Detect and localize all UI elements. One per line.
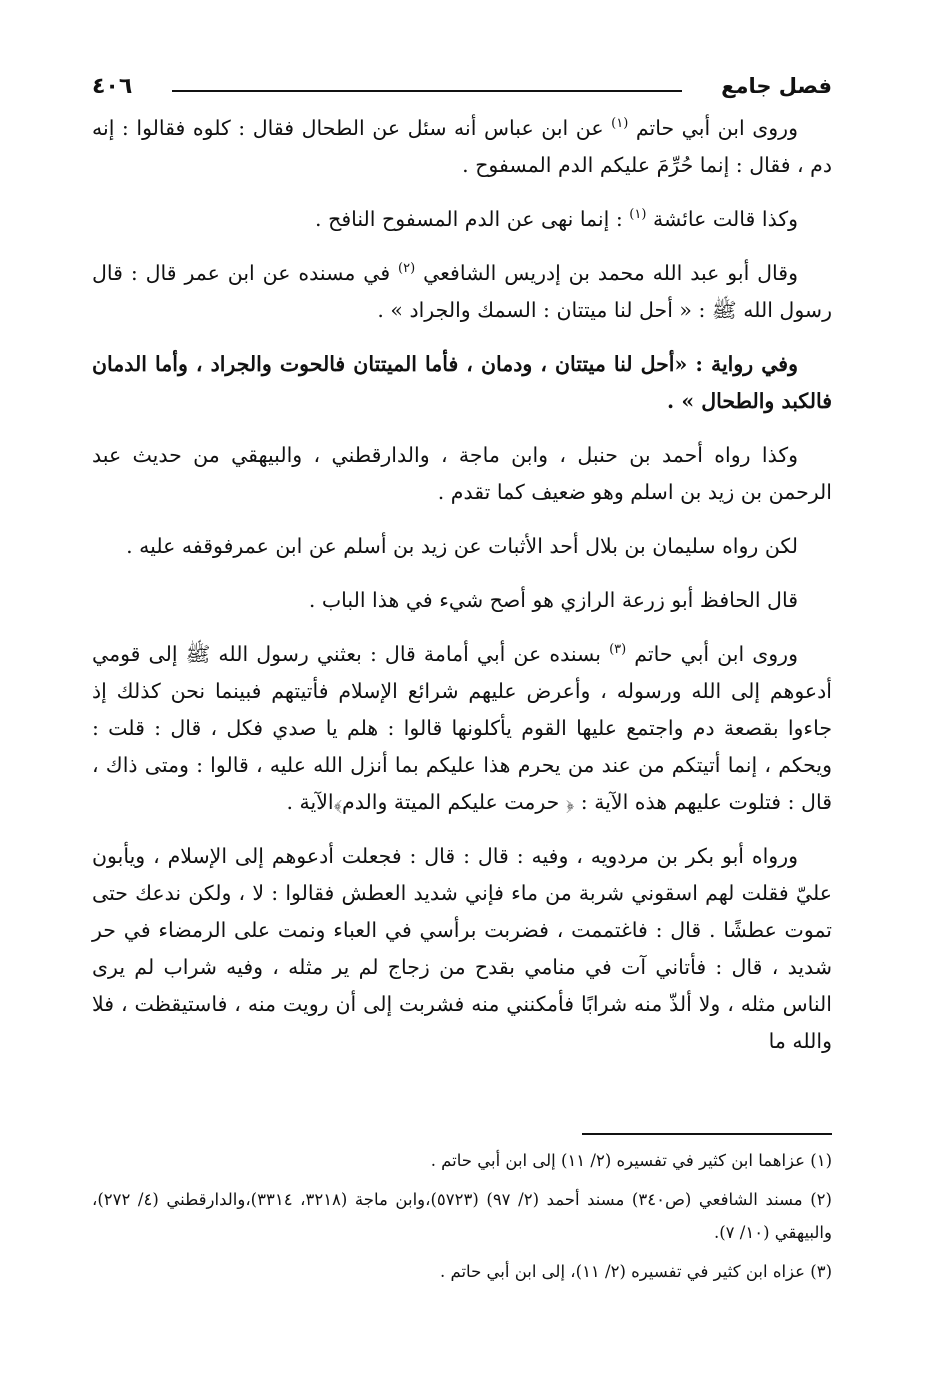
paragraph-3-lead: وقال أبو عبد الله محمد بن إدريس الشافعي: [423, 261, 799, 285]
footnote-3: (٣) عزاه ابن كثير في تفسيره (٢/ ١١)، إلى ابن أبي حاتم .: [439, 1262, 832, 1281]
footnote-ref-3: (٣): [609, 642, 627, 658]
paragraph-2: [92, 201, 832, 238]
paragraph-1-text: عن ابن عباس أنه سئل عن الطحال فقال : كلوه فقالوا : إنه دم ، فقال : إنما حُرِّمَ عليكم الدم المسفوح .: [92, 116, 832, 177]
paragraph-3-text: في مسنده عن ابن عمر قال : قال رسول الله ﷺ : « أحل لنا ميتتان : السمك والجراد » .: [92, 261, 832, 322]
footnotes: [92, 1144, 832, 1294]
footnote-2: (٢) مسند الشافعي (ص٣٤٠) مسند أحمد (٢/ ٩٧) (٥٧٢٣)،وابن ماجة (٣٢١٨، ٣٣١٤)،والدارقطني (٤/ ٢٧٢)، والبيهقي (١٠/ ٧).: [92, 1190, 832, 1242]
footnote-ref-1: (١): [611, 116, 629, 132]
paragraph-2-lead: وكذا قالت عائشة: [652, 207, 798, 231]
footnote-separator: [582, 1133, 832, 1135]
footnote-ref-2: (٢): [398, 261, 416, 277]
chapter-title: فصل جامع: [721, 74, 832, 98]
paragraph-7: قال الحافظ أبو زرعة الرازي هو أصح شيء في هذا الباب .: [308, 588, 798, 612]
page-number: ٤٠٦: [92, 74, 133, 99]
footnote-1: (١) عزاهما ابن كثير في تفسيره (٢/ ١١) إلى ابن أبي حاتم .: [430, 1151, 832, 1170]
paragraph-8-lead: وروى ابن أبي حاتم: [634, 642, 798, 666]
paragraph-9: ورواه أبو بكر بن مردويه ، وفيه : قال : قال : فجعلت أدعوهم إلى الإسلام ، ويأبون عليّ فقلت لهم اسقوني شربة من ماء فإني شديد العطش فقالوا : لا ، ولكن ندعك حتى تموت عطشًا . قال : فاغتممت ، فضربت برأسي في العباء ونمت على الرمضاء في حر شديد ، قال : فأتاني آت في منامي بقدح من زجاج لم ير مثله ، وفيه شراب لم يرى الناس مثله ، ولا ألذّ منه شرابًا فأمكنني منه فشربت إلى أن رويت منه ، فاستيقظت ، فلا والله ما: [92, 844, 832, 1053]
header-rule: [172, 90, 682, 92]
paragraph-5: وكذا رواه أحمد بن حنبل ، وابن ماجة ، والدارقطني ، والبيهقي من حديث عبد الرحمن بن زيد بن اسلم وهو ضعيف كما تقدم .: [92, 443, 832, 504]
paragraph-1: [92, 110, 832, 184]
paragraph-2-text: : إنما نهى عن الدم المسفوح النافح .: [315, 207, 623, 231]
main-text: [92, 110, 832, 1060]
paragraph-3: [92, 255, 832, 329]
paragraph-8: [92, 636, 832, 821]
footnote-ref-1b: (١): [629, 207, 647, 223]
paragraph-4: وفي رواية : «أحل لنا ميتتان ، ودمان ، فأما الميتتان فالحوت والجراد ، وأما الدمان فالكبد والطحال » .: [92, 352, 832, 413]
paragraph-6: لكن رواه سليمان بن بلال أحد الأثبات عن زيد بن أسلم عن ابن عمرفوقفه عليه .: [126, 534, 798, 558]
paragraph-8-text: بسنده عن أبي أمامة قال : بعثني رسول الله ﷺ إلى قومي أدعوهم إلى الله ورسوله ، وأعرض عليهم شرائع الإسلام فأتيتهم فبينما نحن كذلك إذ جاءوا بقصعة دم واجتمع عليها القوم يأكلونها قالوا : هلم يا صدي فكل ، قال : قلت : ويحكم ، إنما أتيتكم من عند من يحرم هذا عليكم بما أنزل الله عليه ، قالوا : ومتى ذاك ، قال : فتلوت عليهم هذه الآية : ﴿ حرمت عليكم الميتة والدم﴾الآية .: [92, 642, 833, 814]
paragraph-1-lead: وروى ابن أبي حاتم: [635, 116, 798, 140]
page-header: [92, 68, 832, 108]
